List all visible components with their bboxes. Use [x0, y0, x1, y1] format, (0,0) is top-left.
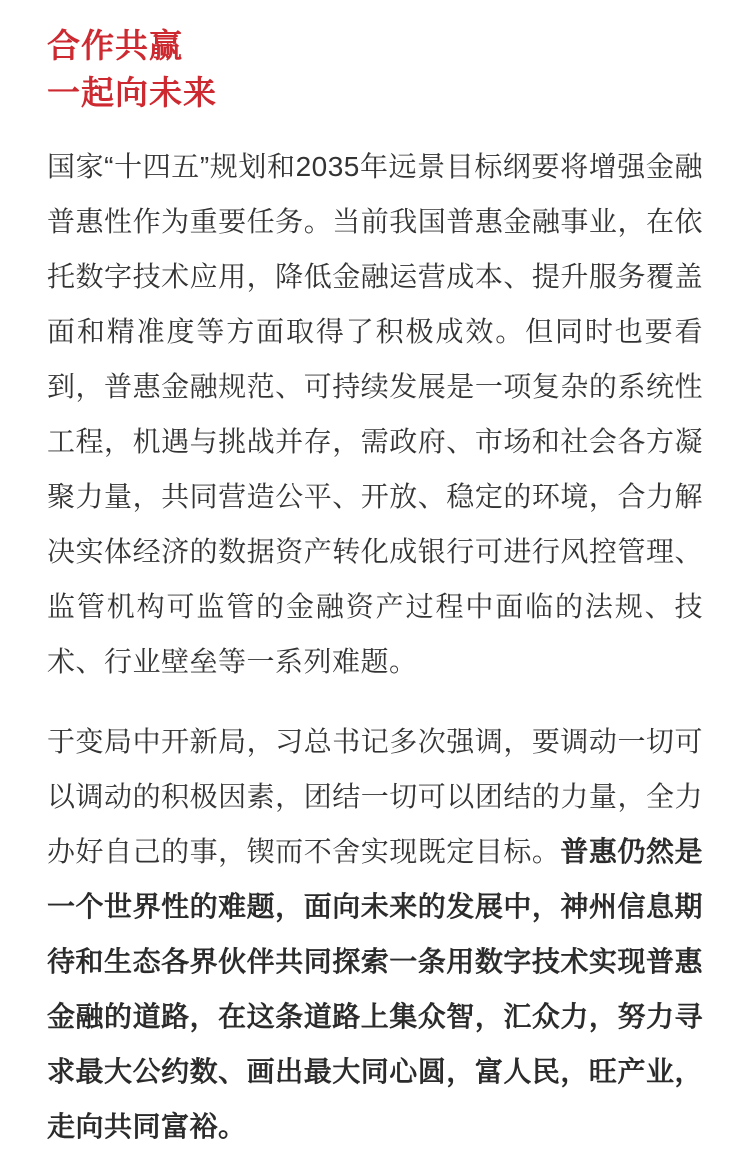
- paragraph-2: [47, 714, 703, 1154]
- paragraph-2-emphasis: 普惠仍然是一个世界性的难题，面向未来的发展中，神州信息期待和生态各界伙伴共同探索一条用数字技术实现普惠金融的道路，在这条道路上集众智，汇众力，努力寻求最大公约数、画出最大同心圆，富人民，旺产业，走向共同富裕。: [47, 836, 703, 1142]
- title-line-2: 一起向未来: [47, 74, 217, 111]
- article-title: [47, 22, 703, 116]
- paragraph-1: 国家“十四五”规划和2035年远景目标纲要将增强金融普惠性作为重要任务。当前我国普惠金融事业，在依托数字技术应用，降低金融运营成本、提升服务覆盖面和精准度等方面取得了积极成效。但同时也要看到，普惠金融规范、可持续发展是一项复杂的系统性工程，机遇与挑战并存，需政府、市场和社会各方凝聚力量，共同营造公平、开放、稳定的环境，合力解决实体经济的数据资产转化成银行可进行风控管理、监管机构可监管的金融资产过程中面临的法规、技术、行业壁垒等一系列难题。: [47, 151, 703, 677]
- paragraph-2-regular: 于变局中开新局，习总书记多次强调，要调动一切可以调动的积极因素，团结一切可以团结的力量，全力办好自己的事，锲而不舍实现既定目标。: [47, 726, 703, 867]
- title-line-1: 合作共赢: [47, 27, 183, 64]
